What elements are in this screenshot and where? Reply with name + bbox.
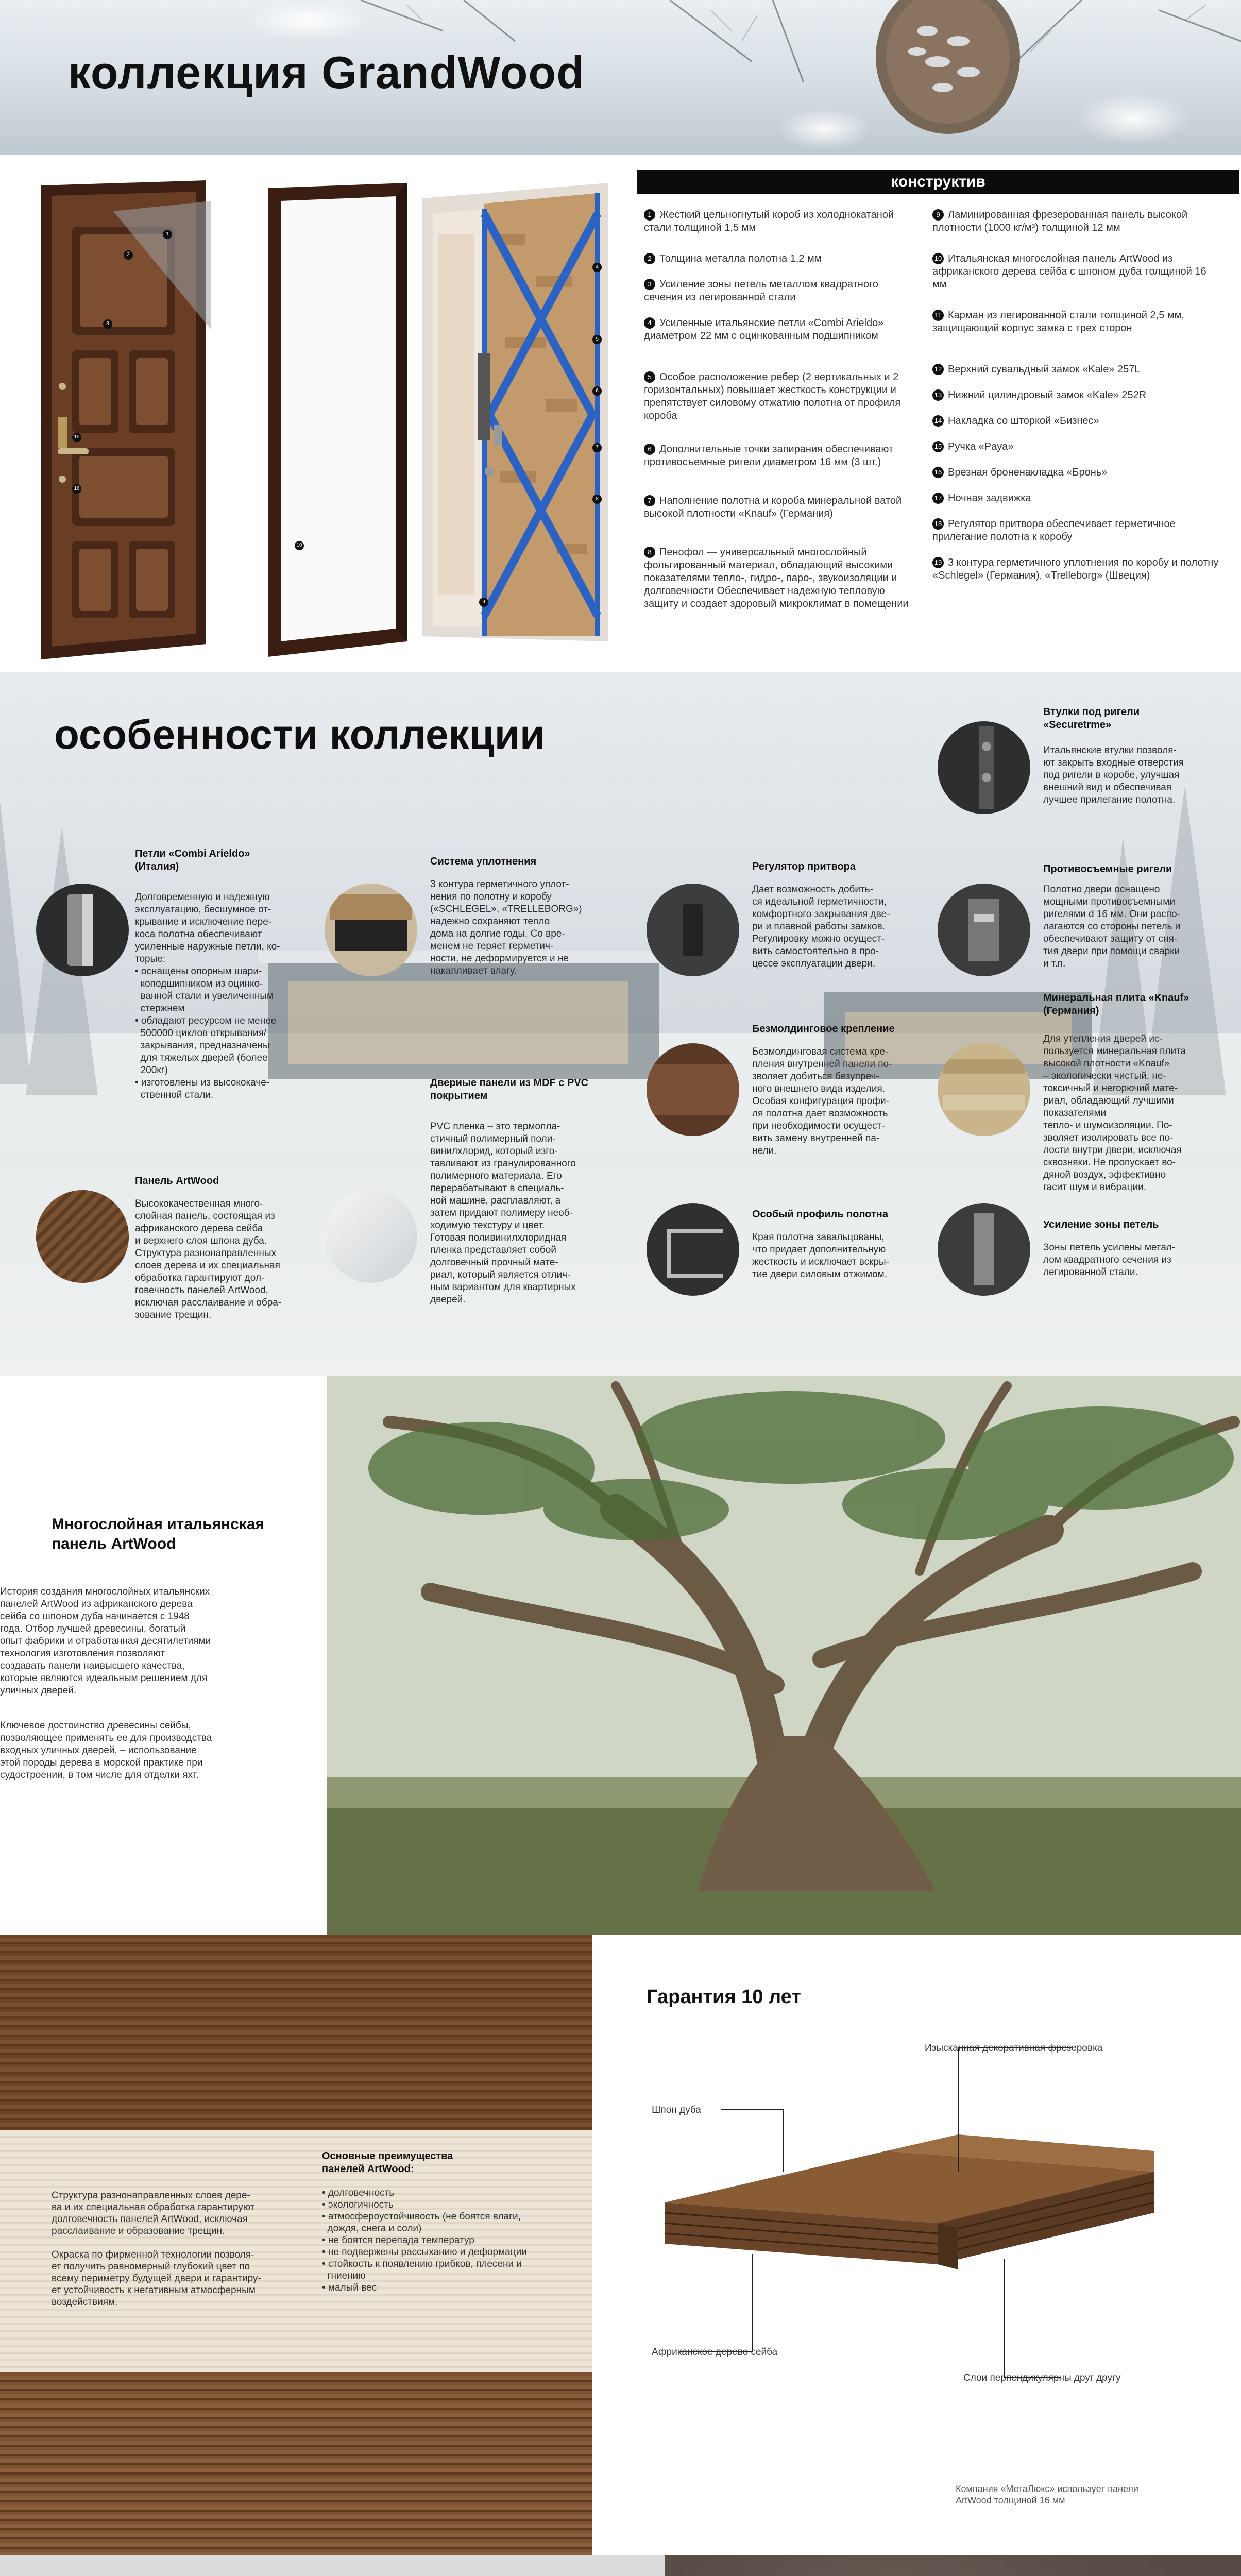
feature-text-line: PVC пленка – это термопла- — [430, 1121, 560, 1132]
feature-text-line: Долговременную и надежную — [135, 892, 270, 903]
artwood-panel-feature-image — [36, 1190, 129, 1283]
feature-text-line: Регулировку можно осущест- — [752, 934, 885, 944]
artwood-text-line: История создания многослойных итальянских — [0, 1586, 210, 1597]
feature-text-line: говечность панелей ArtWood, — [135, 1285, 268, 1296]
feature-text-line: вить замену внутренней па- — [752, 1133, 880, 1144]
feature-text-line: мощными противосъемными — [1043, 896, 1175, 907]
advantage-item: гниению — [322, 2270, 366, 2281]
bushing-feature-image — [938, 721, 1030, 814]
feature-text-line: ригелями d 16 мм. Они распо- — [1043, 909, 1180, 920]
feature-text-line: ного внешнего вида изделия. — [752, 1083, 886, 1094]
page-title: коллекция GrandWood — [68, 47, 585, 98]
feature-text-line: затем придают полимеру необ- — [430, 1208, 573, 1218]
advantage-item: • не боятся перепада температур — [322, 2235, 474, 2246]
advantage-item: дождя, снега и соли) — [322, 2223, 422, 2234]
feature-text-line: комфортного закрывания две- — [752, 909, 890, 920]
feature-text-line: коса полотна обеспечивают — [135, 929, 262, 940]
feature-text-line: высокой плотности «Knauf» — [1043, 1058, 1170, 1069]
marker-9: 9 — [479, 598, 488, 607]
feature-text-line: вить самостоятельно в про- — [752, 946, 879, 957]
feature-text-line: пользуется минеральная плита — [1043, 1046, 1186, 1057]
feature-title-hinges: Петли «Combi Arieldo» (Италия) — [135, 848, 250, 872]
dark-wood-texture-top — [0, 1935, 592, 2130]
warranty-section — [0, 1935, 1241, 2555]
advantage-item: • долговечность — [322, 2188, 395, 2198]
feature-text-line: Особая конфигурация профи- — [752, 1096, 889, 1107]
feature-text-line: лости внутри двери, исключая — [1043, 1145, 1182, 1156]
spec-item-18: 18 Регулятор притвора обеспечивает герметичное прилегание полотна к коробу — [932, 518, 1176, 543]
feature-text-line: ным вариантом для квартирных — [430, 1282, 576, 1293]
artwood-text-line: панелей ArtWood из африканского дерева — [0, 1599, 193, 1609]
feature-text-hinges — [135, 891, 300, 1101]
feature-text-bushings — [1043, 744, 1208, 806]
spec-item-7: 7 Наполнение полотна и короба минеральной ватой высокой плотности «Knauf» (Германия) — [644, 495, 902, 519]
feature-text-line: тепло- и шумоизоляции. По- — [1043, 1120, 1172, 1131]
feature-text-line: эксплуатацию, бесшумное от- — [135, 904, 271, 915]
artwood-text-line: входных уличных дверей, – использование — [0, 1745, 197, 1756]
feature-text-line: для тяжелых дверей (более — [135, 1053, 268, 1063]
feature-text-seal — [430, 878, 595, 977]
feature-text-line: ванной стали и увеличенным — [135, 991, 274, 1002]
anti-removal-feature-image — [938, 884, 1030, 976]
feature-text-line: долговечный прочный мате- — [430, 1257, 558, 1268]
advantage-item: • экологичность — [322, 2199, 394, 2210]
spec-item-3: 3 Усиление зоны петель металлом квадратного сечения из легированной стали — [644, 279, 878, 303]
warranty-text-line: воздействиям. — [52, 2297, 118, 2308]
mineral-plate-feature-image — [938, 1043, 1030, 1136]
marker-7: 7 — [592, 443, 602, 452]
feature-text-line: лагаются со стороны петель и — [1043, 921, 1181, 932]
artwood-text-line: которые являются идеальным решением для — [0, 1673, 208, 1684]
feature-text-mdf — [430, 1121, 600, 1306]
feature-text-line: сквозняки. Не пропускает во- — [1043, 1157, 1176, 1168]
feature-text-line: перерабатывают в специаль- — [430, 1183, 564, 1194]
feature-text-line: при необходимости осущест- — [752, 1121, 885, 1131]
artwood-paragraph-1 — [0, 1586, 268, 1697]
feature-text-line: лом квадратного сечения из — [1043, 1255, 1171, 1265]
feature-text-profile — [752, 1231, 917, 1281]
feature-text-regulator — [752, 884, 917, 970]
feature-text-line: Дает возможность добить- — [752, 884, 873, 895]
artwood-text-line: этой породы дерева в морской практике при — [0, 1757, 203, 1768]
feature-title-regulator: Регулятор притвора — [752, 861, 856, 872]
feature-text-line: крывание и исключение пере- — [135, 917, 272, 927]
feature-text-line: стичный полимерный поли- — [430, 1133, 556, 1144]
feature-text-line: и верхнего слоя шпона дуба. — [135, 1235, 267, 1246]
header-banner — [0, 0, 1241, 155]
spec-item-1: 1 Жесткий цельногнутый короб из холоднокатаной стали толщиной 1,5 мм — [644, 209, 894, 233]
feature-text-line: показателями — [1043, 1108, 1107, 1118]
label-oak-veneer: Шпон дуба — [652, 2105, 701, 2115]
features-section — [0, 672, 1241, 1376]
feature-text-line: Края полотна завальцованы, — [752, 1232, 885, 1243]
feature-text-anti-removal — [1043, 884, 1213, 970]
artwood-text-line: технология изготовления позволяют — [0, 1648, 165, 1659]
feature-title-seal: Система уплотнения — [430, 856, 537, 867]
feature-text-line: • оснащены опорным шари- — [135, 966, 262, 977]
feature-text-line: Для утепления дверей ис- — [1043, 1033, 1163, 1044]
spec-item-12: 12 Верхний сувальдный замок «Kale» 257L — [932, 363, 1221, 376]
feature-text-line: усиленные наружные петли, ко- — [135, 941, 280, 952]
artwood-paragraph-2 — [0, 1720, 268, 1782]
feature-text-line: риал, обладающий лучшими — [1043, 1095, 1174, 1106]
advantage-item: • атмосфероустойчивость (не боятся влаги, — [322, 2211, 521, 2222]
marker-16: 16 — [72, 484, 81, 494]
feature-text-line: под ригели в коробе, улучшая — [1043, 770, 1180, 781]
feature-text-line: риал, который является отлич- — [430, 1269, 571, 1280]
warranty-text-line: ва и их специальная обработка гарантируют — [52, 2202, 255, 2213]
warranty-text-line: Окраска по фирменной технологии позволя- — [52, 2249, 254, 2260]
feature-title-hinge-zone: Усиление зоны петель — [1043, 1219, 1159, 1230]
label-african-wood: Африканское дерево сейба — [652, 2347, 778, 2358]
feature-text-line: 500000 циклов открывания/ — [135, 1028, 267, 1039]
marker-1: 1 — [163, 230, 172, 239]
feature-text-line: закрывания, предназначены — [135, 1040, 270, 1051]
feature-title-mdf: Двериые панели из MDF с PVC покрытием — [430, 1077, 589, 1101]
spec-item-6: 6 Дополнительные точки запирания обеспечивают противосъемные ригели диаметром 16 мм (3 шт.) — [644, 444, 894, 468]
marker-4: 4 — [592, 263, 602, 272]
feature-text-line: гасит шум и вибрации. — [1043, 1182, 1147, 1193]
feature-text-line: • обладают ресурсом не менее — [135, 1015, 277, 1026]
artwood-text-line: года. Отбор лучшей древесины, богатый — [0, 1623, 186, 1634]
feature-text-line: токсичный и негорючий мате- — [1043, 1083, 1178, 1094]
feature-text-line: ри и плавной работы замков. — [752, 921, 885, 932]
feature-text-line: тавливают из гранулированного — [430, 1158, 576, 1169]
feature-text-line: зволяет изолировать все по- — [1043, 1132, 1174, 1143]
feature-text-line: слойная панель, состоящая из — [135, 1211, 275, 1222]
marker-2: 2 — [124, 250, 133, 260]
feature-text-line: дверей. — [430, 1294, 466, 1305]
spec-item-2: 2 Толщина металла полотна 1,2 мм — [644, 252, 912, 265]
advantage-item: • не подвержены рассыханию и деформации — [322, 2247, 527, 2258]
artwood-text-line: уличных дверей. — [0, 1685, 77, 1696]
feature-text-line: Структура разнонаправленных — [135, 1248, 277, 1259]
spec-item-11: 11 Карман из легированной стали толщиной 2,5 мм, защищающий корпус замка с трех сторон — [932, 310, 1184, 334]
construction-section — [0, 155, 1241, 672]
feature-text-line: надежно сохраняют тепло — [430, 916, 550, 927]
hinge-zone-feature-image — [938, 1203, 1030, 1296]
seal-feature-image — [325, 884, 417, 976]
artwood-story-section — [0, 1376, 1241, 1935]
artwood-text-line: позволяющее применять ее для производства — [0, 1733, 212, 1743]
interior-photo-section — [0, 2555, 1241, 2576]
feature-title-mineral-plate: Минеральная плита «Knauf» (Германия) — [1043, 992, 1189, 1016]
warranty-left-paragraph-2 — [52, 2249, 309, 2308]
spec-item-14: 14 Накладка со шторкой «Бизнес» — [932, 415, 1221, 428]
feature-title-profile: Особый профиль полотна — [752, 1209, 889, 1220]
spec-item-16: 16 Врезная броненакладка «Бронь» — [932, 466, 1221, 479]
feature-text-line: африканского дерева сейба — [135, 1223, 263, 1234]
interior-photo — [0, 2555, 1241, 2576]
warranty-text-line: Структура разнонаправленных слоев дере- — [52, 2190, 250, 2201]
feature-text-line: ственной стали. — [135, 1090, 214, 1100]
warranty-text-line: долговечность панелей ArtWood, исключая — [52, 2214, 248, 2225]
feature-title-artwood: Панель ArtWood — [135, 1175, 219, 1187]
spec-item-5: 5 Особое расположение ребер (2 вертикальных и 2 горизонтальных) повышает жесткость конструкции и препятствует силовому отжатию полотна от профиля короба — [644, 371, 901, 421]
feature-text-line: 3 контура герметичного уплот- — [430, 879, 569, 890]
feature-text-line: слоев дерева и их специальная — [135, 1260, 280, 1271]
hinge-feature-image — [36, 884, 129, 976]
warranty-title: Гарантия 10 лет — [647, 1986, 801, 2008]
warranty-text-line: всему периметру будущей двери и гарантиру- — [52, 2273, 261, 2284]
feature-text-line: жесткость и исключает вскры- — [752, 1257, 890, 1267]
feature-text-line: стержнем — [135, 1003, 185, 1014]
marker-5: 5 — [592, 335, 602, 344]
artwood-text-line: Ключевое достоинство древесины сейбы, — [0, 1720, 191, 1731]
warranty-left-paragraph-1 — [52, 2190, 309, 2237]
artwood-text-line: опыт фабрики и отработанная десятилетиями — [0, 1636, 211, 1647]
door-interior-cutaway-image — [268, 183, 628, 657]
spec-item-4: 4 Усиленные итальянские петли «Combi Arieldo» диаметром 22 мм с оцинкованным подшипником — [644, 317, 884, 342]
marker-3: 3 — [103, 319, 112, 329]
feature-text-line: пленка представляет собой — [430, 1245, 556, 1256]
marker-15: 15 — [72, 433, 81, 442]
feature-text-line: легированной стали. — [1043, 1267, 1138, 1278]
advantages-title: Основные преимущества панелей ArtWood: — [322, 2150, 453, 2175]
feature-text-line: зование трещин. — [135, 1310, 212, 1320]
feature-text-line: 200кг) — [135, 1065, 168, 1076]
feature-text-line: Готовая поливинилхлоридная — [430, 1232, 567, 1243]
feature-text-line: дома на долгие годы. Со вре- — [430, 928, 565, 939]
artwood-text-line: судостроении, в том числе для отделки яхт. — [0, 1770, 199, 1781]
feature-text-line: ля полотна дает возможность — [752, 1108, 888, 1119]
profile-feature-image — [647, 1203, 739, 1296]
feature-text-line: внешний вид и обеспечивая — [1043, 782, 1172, 793]
feature-text-line: нения по полотну и коробу — [430, 891, 552, 902]
feature-text-line: ной машине, расплавляют, а — [430, 1195, 561, 1206]
feature-title-moldless: Безмолдинговое крепление — [752, 1023, 895, 1035]
features-heading: особенности коллекции — [54, 711, 546, 757]
feature-text-line: – экологически чистый, не- — [1043, 1071, 1166, 1081]
feature-text-line: торые: — [135, 954, 166, 964]
advantages-list — [322, 2187, 580, 2294]
feature-text-line: дяной воздух, эффективно — [1043, 1170, 1166, 1180]
feature-text-line: Высококачественная много- — [135, 1198, 263, 1209]
label-perpendicular-layers: Слои перпендикулярны друг другу — [963, 2372, 1121, 2383]
warranty-text-line: ет устойчивость к негативным атмосферным — [52, 2285, 256, 2296]
artwood-text-line: создавать панели наивысшего качества, — [0, 1660, 185, 1671]
label-decorative-milling: Изысканная декоративная фрезеровка — [925, 2043, 1103, 2054]
feature-text-line: коподшипником из оцинко- — [135, 978, 263, 989]
feature-text-line: менем не теряет герметич- — [430, 941, 554, 952]
advantage-item: • стойкость к появлению грибков, плесени и — [322, 2259, 522, 2269]
feature-text-line: нели. — [752, 1145, 777, 1156]
door-exterior-image — [41, 180, 232, 659]
feature-text-line: и т.п. — [1043, 958, 1066, 969]
feature-text-line: пления внутренней панели по- — [752, 1059, 892, 1070]
feature-text-line: накапливает влагу. — [430, 965, 517, 976]
spec-item-8: 8 Пенофол — универсальный многослойный фольгированный материал, обладающий высокими показателями тепло-, гидро-, паро-, звукоизоляции и долговечности Обеспечивает надежную тепловую защиту и создает здоровый микроклимат в помещении — [644, 547, 909, 609]
marker-8: 8 — [592, 495, 602, 504]
feature-text-line: лучшее прилегание полотна. — [1043, 794, 1176, 805]
dark-wood-texture-bottom — [0, 2372, 592, 2555]
construction-heading: конструктив — [637, 170, 1239, 194]
artwood-text-line: сейба со шпоном дуба начинается с 1948 — [0, 1611, 190, 1622]
feature-text-line: обработка гарантируют дол- — [135, 1273, 265, 1283]
feature-text-line: зволяет добиться безупреч- — [752, 1071, 879, 1082]
feature-text-line: ют закрыть входные отверстия — [1043, 757, 1184, 768]
feature-text-line: исключая расслаивание и обра- — [135, 1297, 282, 1308]
feature-text-line: цессе эксплуатации двери. — [752, 958, 876, 969]
feature-title-anti-removal: Противосъемные ригели — [1043, 863, 1172, 875]
feature-text-moldless — [752, 1046, 917, 1157]
spec-item-13: 13 Нижний цилиндровый замок «Kale» 252R — [932, 389, 1221, 402]
feature-text-line: ся идеальной герметичности, — [752, 896, 887, 907]
spec-item-17: 17 Ночная задвижка — [932, 492, 1221, 505]
marker-10: 10 — [295, 541, 304, 550]
marker-6: 6 — [592, 386, 602, 396]
feature-text-line: ности, не деформируется и не — [430, 953, 569, 964]
feature-text-mineral-plate — [1043, 1033, 1213, 1194]
feature-text-line: Полотно двери оснащено — [1043, 884, 1160, 895]
feature-text-line: обеспечивают защиту от сня- — [1043, 934, 1178, 944]
feature-text-line: винилхлорид, который изго- — [430, 1146, 558, 1157]
feature-text-hinge-zone — [1043, 1242, 1213, 1279]
advantage-item: • малый вес — [322, 2282, 377, 2293]
spec-item-19: 19 3 контура герметичного уплотнения по коробу и полотну «Schlegel» (Германия), «Trelleborg» (Швеция) — [932, 557, 1219, 581]
moldless-feature-image — [647, 1043, 739, 1136]
feature-text-line: тия двери при помощи сварки — [1043, 946, 1180, 957]
feature-text-line: • изготовлены из высококаче- — [135, 1077, 270, 1088]
feature-text-line: полимерного материала. Его — [430, 1171, 562, 1181]
feature-text-line: тие двери силовым отжимом. — [752, 1269, 888, 1280]
warranty-note: Компания «МетаЛюкс» использует панели ArtWood толщиной 16 мм — [956, 2484, 1138, 2505]
feature-text-line: Зоны петель усилены метал- — [1043, 1242, 1176, 1253]
spec-item-9: 9 Ламинированная фрезерованная панель высокой плотности (1000 кг/м³) толщиной 12 мм — [932, 209, 1188, 233]
regulator-feature-image — [647, 884, 739, 976]
warranty-text-line: расслаивание и образование трещин. — [52, 2226, 225, 2236]
spec-item-15: 15 Ручка «Paya» — [932, 440, 1221, 453]
feature-title-bushings: Втулки под ригели «Securetrme» — [1043, 706, 1140, 731]
mdf-panel-feature-image — [325, 1190, 417, 1283]
feature-text-line: ходимую текстуру и цвет. — [430, 1220, 545, 1231]
baobab-tree-image — [327, 1376, 1241, 1935]
warranty-text-line: ет получить равномерный глубокий цвет по — [52, 2261, 250, 2272]
feature-text-line: Безмолдинговая система кре- — [752, 1046, 889, 1057]
spec-item-10: 10 Итальянская многослойная панель ArtWood из африканского дерева сейба с шпоном дуба толщиной 16 мм — [932, 253, 1206, 290]
feature-text-artwood — [135, 1198, 300, 1321]
feature-text-line: что придает дополнительную — [752, 1244, 886, 1255]
artwood-heading: Многослойная итальянская панель ArtWood — [52, 1516, 265, 1552]
feature-text-line: («SCHLEGEL», «TRELLEBORG») — [430, 904, 582, 914]
feature-text-line: Итальянские втулки позволя- — [1043, 745, 1177, 756]
